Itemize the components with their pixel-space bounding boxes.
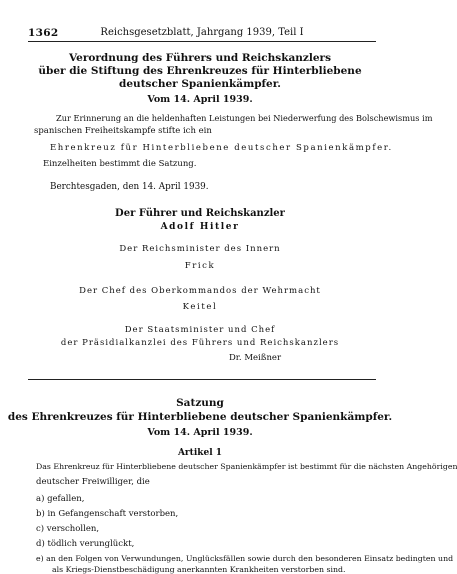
signature-name: Frick [184, 261, 216, 271]
intro-line-1: Zur Erinnerung an die heldenhaften Leistungen bei Niederwerfung des Bolschewismus im [56, 113, 433, 123]
list-item: e) an den Folgen von Verwundungen, Unglücksfällen sowie durch den besonderen Einsatz bedingten und [36, 554, 454, 563]
list-item: d) tödlich verunglückt, [36, 539, 135, 549]
section-rule [28, 379, 376, 380]
list-item: a) gefallen, [36, 494, 85, 504]
statute-subtitle: des Ehrenkreuzes für Hinterbliebene deutscher Spanienkämpfer. [7, 411, 393, 423]
statute-note: Einzelheiten bestimmt die Satzung. [43, 159, 197, 169]
signature-name: Keitel [182, 302, 218, 312]
header-rule [28, 41, 376, 42]
statute-date: Vom 14. April 1939. [147, 427, 253, 438]
place-date: Berchtesgaden, den 14. April 1939. [50, 182, 209, 192]
page-header [28, 27, 376, 41]
list-item: c) verschollen, [36, 524, 100, 534]
signature-title-line-2: der Präsidialkanzlei des Führers und Reichskanzlers [60, 338, 340, 348]
signature-title: Der Reichsminister des Innern [119, 244, 281, 254]
signature-name: Adolf Hitler [160, 222, 240, 232]
decree-date: Vom 14. April 1939. [147, 94, 253, 105]
article-heading: Artikel 1 [177, 448, 223, 458]
award-name: Ehrenkreuz für Hinterbliebene deutscher Spanienkämpfer. [50, 143, 393, 153]
signature-title: Der Führer und Reichskanzler [115, 208, 285, 219]
signature-title: Der Staatsminister und Chef [124, 325, 276, 335]
article-text-line-2: deutscher Freiwilliger, die [36, 477, 150, 487]
decree-title-line-2: über die Stiftung des Ehrenkreuzes für Hinterbliebene [38, 65, 362, 77]
decree-title-line-3: deutscher Spanienkämpfer. [119, 78, 281, 90]
page-number: 1362 [28, 27, 59, 39]
list-item: b) in Gefangenschaft verstorben, [36, 509, 179, 519]
signature-title: Der Chef des Oberkommandos der Wehrmacht [79, 286, 321, 296]
intro-line-2: spanischen Freiheitskampfe stifte ich ein [34, 126, 212, 136]
decree-title-line-1: Verordnung des Führers und Reichskanzlers [69, 52, 331, 64]
signature-name: Dr. Meißner [228, 353, 282, 363]
list-item-continuation: als Kriegs-Dienstbeschädigung anerkannten Krankheiten verstorben sind. [52, 565, 346, 574]
running-title: Reichsgesetzblatt, Jahrgang 1939, Teil I [100, 27, 304, 38]
statute-title: Satzung [176, 397, 224, 409]
article-text-line-1: Das Ehrenkreuz für Hinterbliebene deutscher Spanienkämpfer ist bestimmt für die nächsten Angehörigen [36, 462, 457, 471]
